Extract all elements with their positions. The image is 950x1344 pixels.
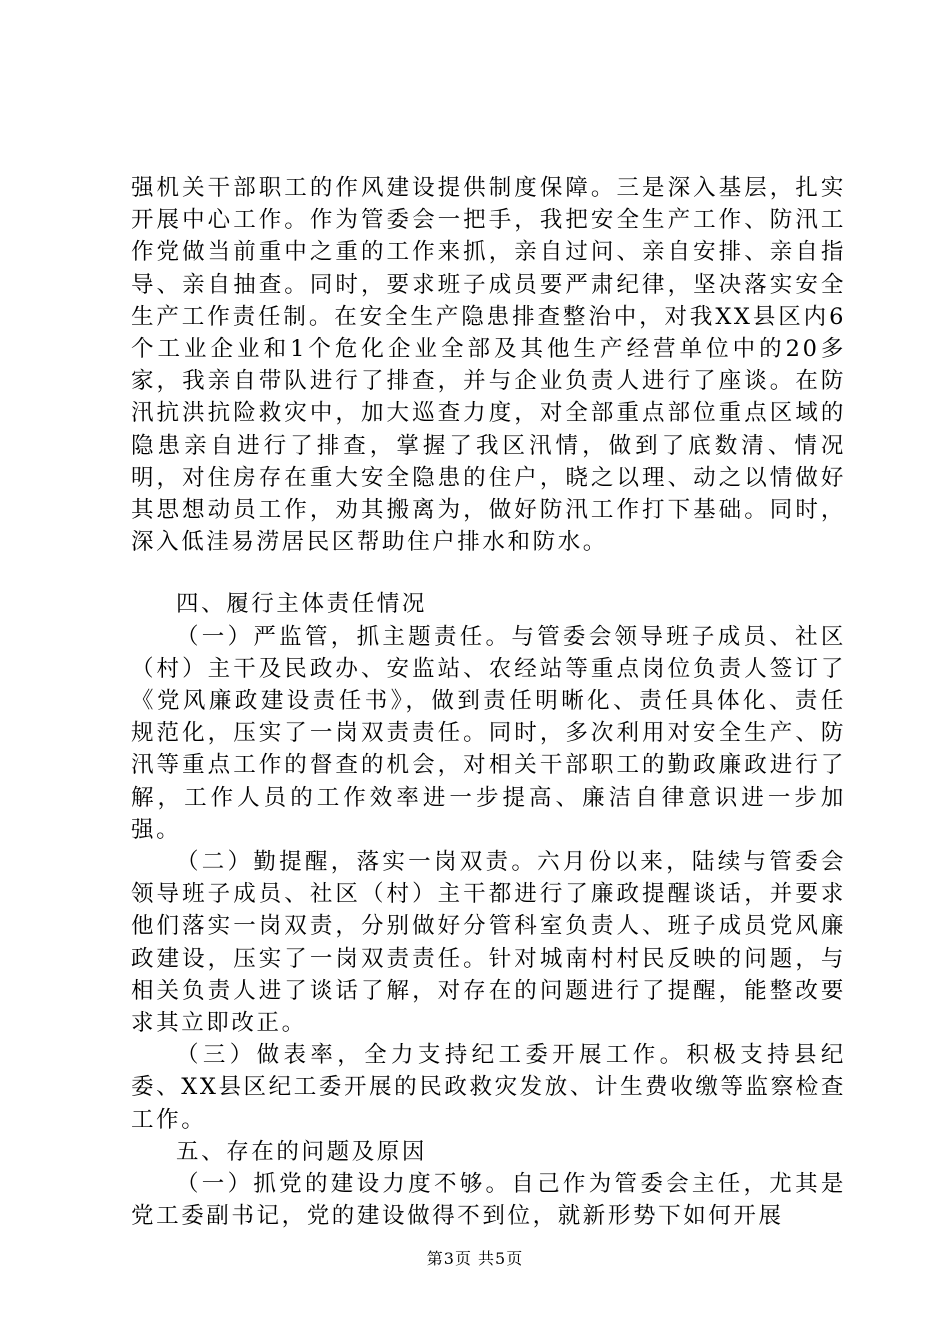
paragraph-reminders: （二）勤提醒，落实一岗双责。六月份以来，陆续与管委会领导班子成员、社区（村）主干都进行了廉政提醒谈话，并要求他们落实一岗双责，分别做好分管科室负责人、班子成员党风廉政建设，压实了一岗双责责任。针对城南村村民反映的问题，与相关负责人进了谈话了解，对存在的问题进行了提醒，能整改要求其立即改正。: [131, 849, 846, 1037]
section-heading-problems: 五、存在的问题及原因: [176, 1138, 428, 1165]
paragraph-support-discipline: （三）做表率，全力支持纪工委开展工作。积极支持县纪委、XX县区纪工委开展的民政救灾发放、计生费收缴等监察检查工作。: [131, 1042, 846, 1133]
paragraph-party-building: （一）抓党的建设力度不够。自己作为管委会主任，尤其是党工委副书记，党的建设做得不到位，就新形势下如何开展: [131, 1171, 846, 1230]
section-heading-main-responsibility: 四、履行主体责任情况: [176, 591, 428, 618]
page-number-footer: 第3页 共5页: [426, 1249, 524, 1268]
document-body: [131, 172, 846, 1233]
paragraph-work-continuation: 强机关干部职工的作风建设提供制度保障。三是深入基层，扎实开展中心工作。作为管委会一把手，我把安全生产工作、防汛工作党做当前重中之重的工作来抓，亲自过问、亲自安排、亲自指导、亲自抽查。同时，要求班子成员要严肃纪律，坚决落实安全生产工作责任制。在安全生产隐患排查整治中，对我XX县区内6个工业企业和1个危化企业全部及其他生产经营单位中的20多家，我亲自带队进行了排查，并与企业负责人进行了座谈。在防汛抗洪抗险救灾中，加大巡查力度，对全部重点部位重点区域的隐患亲自进行了排查，掌握了我区汛情，做到了底数清、情况明，对住房存在重大安全隐患的住户，晓之以理、动之以情做好其思想动员工作，劝其搬离为，做好防汛工作打下基础。同时，深入低洼易涝居民区帮助住户排水和防水。: [131, 175, 846, 556]
paragraph-supervision: （一）严监管，抓主题责任。与管委会领导班子成员、社区（村）主干及民政办、安监站、农经站等重点岗位负责人签订了《党风廉政建设责任书》，做到责任明晰化、责任具体化、责任规范化，压实了一岗双责责任。同时，多次利用对安全生产、防汛等重点工作的督查的机会，对相关干部职工的勤政廉政进行了解，工作人员的工作效率进一步提高、廉洁自律意识进一步加强。: [131, 623, 846, 843]
